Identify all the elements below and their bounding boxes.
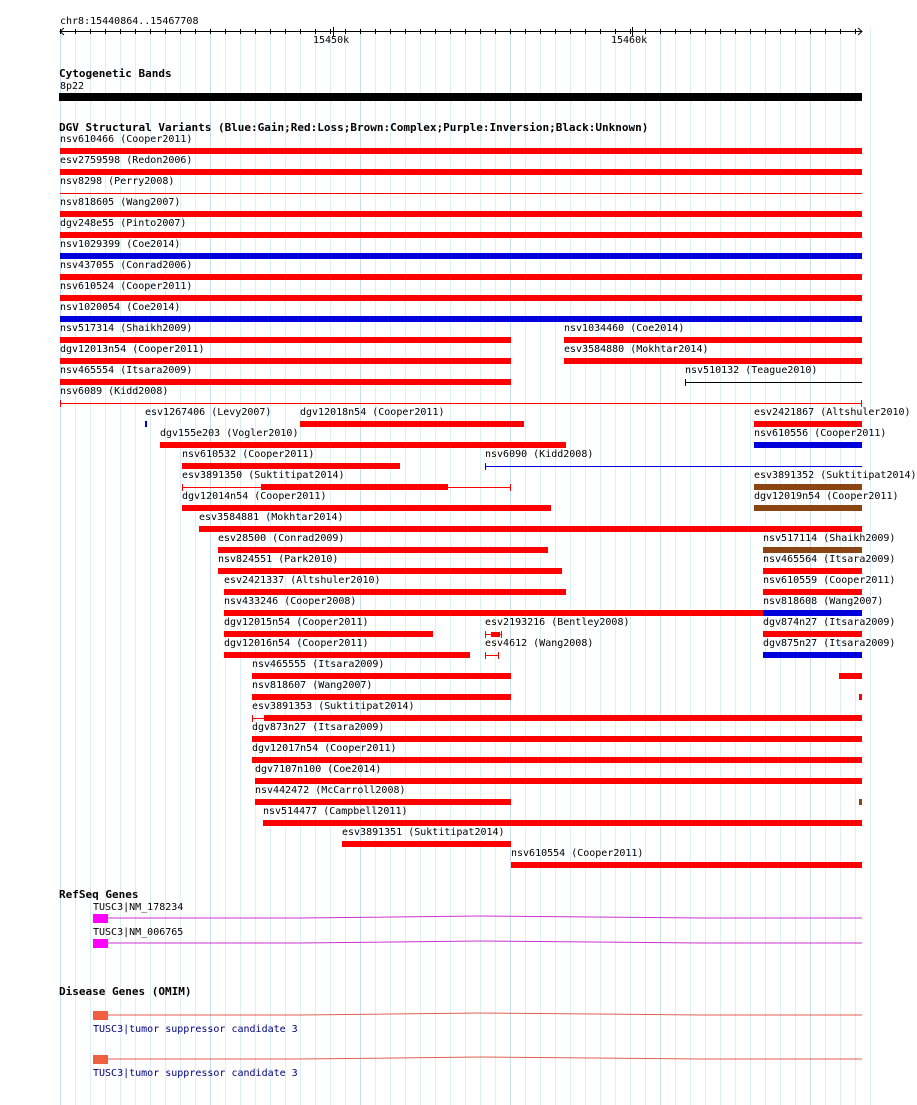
omim-gene-label[interactable]: TUSC3|tumor suppressor candidate 3 <box>93 1024 298 1035</box>
variant-label[interactable]: nsv1034460 (Coe2014) <box>564 323 685 334</box>
variant-label[interactable]: nsv8298 (Perry2008) <box>60 176 175 187</box>
variant-bar[interactable] <box>0 755 890 765</box>
track-title[interactable]: Disease Genes (OMIM) <box>59 985 192 998</box>
variant-bar[interactable] <box>0 545 890 555</box>
variant-label[interactable]: dgv873n27 (Itsara2009) <box>252 722 385 733</box>
variant-label[interactable]: nsv442472 (McCarroll2008) <box>255 785 406 796</box>
variant-label[interactable]: nsv818608 (Wang2007) <box>763 596 884 607</box>
omim-gene-model[interactable] <box>0 1052 890 1068</box>
variant-label[interactable]: nsv6089 (Kidd2008) <box>60 386 169 397</box>
variant-bar[interactable] <box>0 503 890 513</box>
variant-label[interactable]: dgv12016n54 (Cooper2011) <box>224 638 369 649</box>
variant-label[interactable]: nsv437055 (Conrad2006) <box>60 260 193 271</box>
variant-label[interactable]: dgv12014n54 (Cooper2011) <box>182 491 327 502</box>
variant-label[interactable]: esv1267406 (Levy2007) <box>145 407 272 418</box>
variant-label[interactable]: nsv818607 (Wang2007) <box>252 680 373 691</box>
variant-label[interactable]: esv3584880 (Mokhtar2014) <box>564 344 709 355</box>
variant-label[interactable]: nsv433246 (Cooper2008) <box>224 596 357 607</box>
variant-label[interactable]: nsv510132 (Teague2010) <box>685 365 818 376</box>
variant-label[interactable]: nsv517114 (Shaikh2009) <box>763 533 896 544</box>
cytoband-label: 8p22 <box>60 81 85 92</box>
variant-label[interactable]: esv2421867 (Altshuler2010) <box>754 407 911 418</box>
variant-label[interactable]: esv2193216 (Bentley2008) <box>485 617 630 628</box>
variant-label[interactable]: dgv248e55 (Pinto2007) <box>60 218 187 229</box>
variant-label[interactable]: dgv874n27 (Itsara2009) <box>763 617 896 628</box>
ruler-axis <box>0 24 890 44</box>
variant-label[interactable]: nsv610554 (Cooper2011) <box>511 848 644 859</box>
variant-label[interactable]: nsv610466 (Cooper2011) <box>60 134 193 145</box>
cytoband-bar[interactable] <box>59 93 862 101</box>
variant-bar[interactable] <box>0 440 890 450</box>
variant-label[interactable]: dgv12018n54 (Cooper2011) <box>300 407 445 418</box>
track-title[interactable]: DGV Structural Variants (Blue:Gain;Red:Loss;Brown:Complex;Purple:Inversion;Black:Unknown) <box>59 121 649 134</box>
variant-label[interactable]: nsv517314 (Shaikh2009) <box>60 323 193 334</box>
ruler-tick-label: 15460k <box>611 35 648 46</box>
variant-bar[interactable] <box>0 587 890 597</box>
ruler-range-label: chr8:15440864..15467708 <box>60 16 199 27</box>
track-title[interactable]: Cytogenetic Bands <box>59 67 172 80</box>
variant-label[interactable]: esv3891353 (Suktitipat2014) <box>252 701 415 712</box>
ruler-tick-label: 15450k <box>313 35 350 46</box>
variant-label[interactable]: nsv610532 (Cooper2011) <box>182 449 315 460</box>
variant-bar[interactable] <box>0 566 890 576</box>
variant-label[interactable]: dgv7107n100 (Coe2014) <box>255 764 382 775</box>
variant-label[interactable]: esv2421337 (Altshuler2010) <box>224 575 381 586</box>
variant-label[interactable]: esv3891350 (Suktitipat2014) <box>182 470 345 481</box>
gene-label[interactable]: TUSC3|NM_178234 <box>93 902 184 913</box>
variant-label[interactable]: nsv824551 (Park2010) <box>218 554 339 565</box>
variant-label[interactable]: esv2759598 (Redon2006) <box>60 155 193 166</box>
variant-bar[interactable] <box>0 797 890 807</box>
variant-label[interactable]: dgv12015n54 (Cooper2011) <box>224 617 369 628</box>
variant-label[interactable]: nsv465555 (Itsara2009) <box>252 659 385 670</box>
variant-label[interactable]: nsv465554 (Itsara2009) <box>60 365 193 376</box>
variant-label[interactable]: esv3891351 (Suktitipat2014) <box>342 827 505 838</box>
omim-gene-label[interactable]: TUSC3|tumor suppressor candidate 3 <box>93 1068 298 1079</box>
variant-bar[interactable] <box>0 650 890 660</box>
variant-bar[interactable] <box>0 839 890 849</box>
variant-label[interactable]: esv3891352 (Suktitipat2014) <box>754 470 917 481</box>
variant-label[interactable]: nsv465564 (Itsara2009) <box>763 554 896 565</box>
variant-label[interactable]: esv28500 (Conrad2009) <box>218 533 345 544</box>
variant-bar[interactable] <box>0 734 890 744</box>
variant-label[interactable]: dgv875n27 (Itsara2009) <box>763 638 896 649</box>
gene-model[interactable] <box>0 933 890 953</box>
variant-bar[interactable] <box>0 608 890 618</box>
variant-label[interactable]: nsv1020054 (Coe2014) <box>60 302 181 313</box>
variant-label[interactable]: nsv514477 (Campbell2011) <box>263 806 408 817</box>
variant-label[interactable]: dgv155e203 (Vogler2010) <box>160 428 299 439</box>
track-title[interactable]: RefSeq Genes <box>59 888 139 901</box>
variant-label[interactable]: nsv1029399 (Coe2014) <box>60 239 181 250</box>
variant-label[interactable]: dgv12017n54 (Cooper2011) <box>252 743 397 754</box>
variant-label[interactable]: esv4612 (Wang2008) <box>485 638 594 649</box>
variant-bar[interactable] <box>0 713 890 723</box>
variant-bar[interactable] <box>0 776 890 786</box>
variant-label[interactable]: nsv610556 (Cooper2011) <box>754 428 887 439</box>
variant-label[interactable]: nsv610524 (Cooper2011) <box>60 281 193 292</box>
variant-bar[interactable] <box>0 629 890 639</box>
variant-label[interactable]: nsv6090 (Kidd2008) <box>485 449 594 460</box>
variant-bar[interactable] <box>0 692 890 702</box>
variant-bar[interactable] <box>0 671 890 681</box>
variant-bar[interactable] <box>0 524 890 534</box>
variant-label[interactable]: esv3584881 (Mokhtar2014) <box>199 512 344 523</box>
variant-label[interactable]: nsv610559 (Cooper2011) <box>763 575 896 586</box>
gene-model[interactable] <box>0 908 890 928</box>
variant-bar[interactable] <box>0 860 890 870</box>
omim-gene-model[interactable] <box>0 1008 890 1024</box>
variant-label[interactable]: dgv12019n54 (Cooper2011) <box>754 491 899 502</box>
variant-label[interactable]: nsv818605 (Wang2007) <box>60 197 181 208</box>
variant-label[interactable]: dgv12013n54 (Cooper2011) <box>60 344 205 355</box>
gene-label[interactable]: TUSC3|NM_006765 <box>93 927 184 938</box>
